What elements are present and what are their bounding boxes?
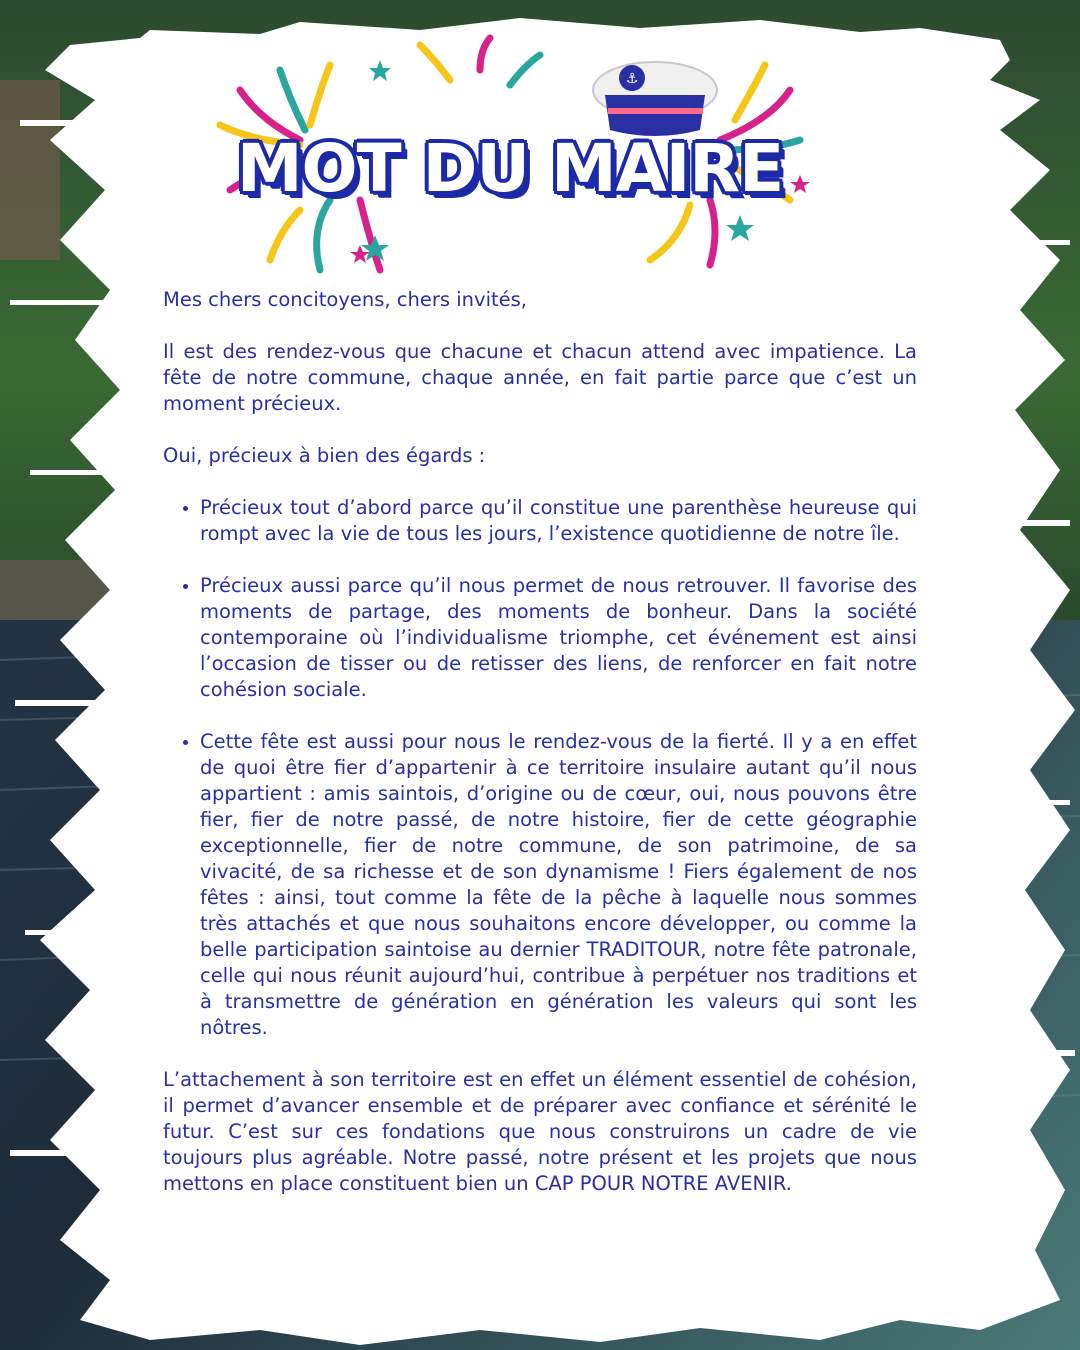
captain-hat-icon xyxy=(593,62,717,136)
svg-text:⚓: ⚓ xyxy=(625,71,639,87)
mayor-letter xyxy=(163,287,917,1223)
page-title: MOT DU MAIRE xyxy=(236,130,784,207)
list-item: • Précieux aussi parce qu’il nous permet de nous retrouver. Il favorise des moments de partage, des moments de bonheur. Dans la société contemporaine où l’individualisme triomphe, cet événement est ainsi l’occasion de tisser ou de retisser des liens, de renforcer en fait notre cohésion sociale. xyxy=(200,573,917,703)
bullet-list xyxy=(163,495,917,1041)
title-banner xyxy=(180,30,840,280)
paragraph-intro: Il est des rendez-vous que chacune et chacun attend avec impatience. La fête de notre commune, chaque année, en fait partie parce que c’est un moment précieux. xyxy=(163,340,917,415)
greeting: Mes chers concitoyens, chers invités, xyxy=(163,288,527,311)
list-item: • Cette fête est aussi pour nous le rendez-vous de la fierté. Il y a en effet de quoi être fier d’appartenir à ce territoire insulaire autant qu’il nous appartient : amis saintois, d’origine ou de cœur, oui, nous pouvons être fier, fier de notre passé, de notre histoire, fier de cette géographie exceptionnelle, fier de notre commune, de son patrimoine, de sa vivacité, de sa richesse et de son dynamisme ! Fiers également de nos fêtes : ainsi, tout comme la fête de la pêche à laquelle nous sommes très attachés et que nous souhaitons encore développer, ou comme la belle participation saintoise au dernier TRADITOUR, notre fête patronale, celle qui nous réunit aujourd’hui, contribue à perpétuer nos traditions et à transmettre de génération en génération les valeurs qui sont les nôtres. xyxy=(200,729,917,1041)
paragraph-closing: L’attachement à son territoire est en effet un élément essentiel de cohésion, il permet d’avancer ensemble et de préparer avec confiance et sérénité le futur. C’est sur ces fondations que nous construirons un cadre de vie toujours plus agréable. Notre passé, notre présent et les projets que nous mettons en place constituent bien un CAP POUR NOTRE AVENIR. xyxy=(163,1068,917,1195)
paragraph-lead-in: Oui, précieux à bien des égards : xyxy=(163,444,486,467)
list-item: • Précieux tout d’abord parce qu’il constitue une parenthèse heureuse qui rompt avec la vie de tous les jours, l’existence quotidienne de notre île. xyxy=(200,495,917,547)
